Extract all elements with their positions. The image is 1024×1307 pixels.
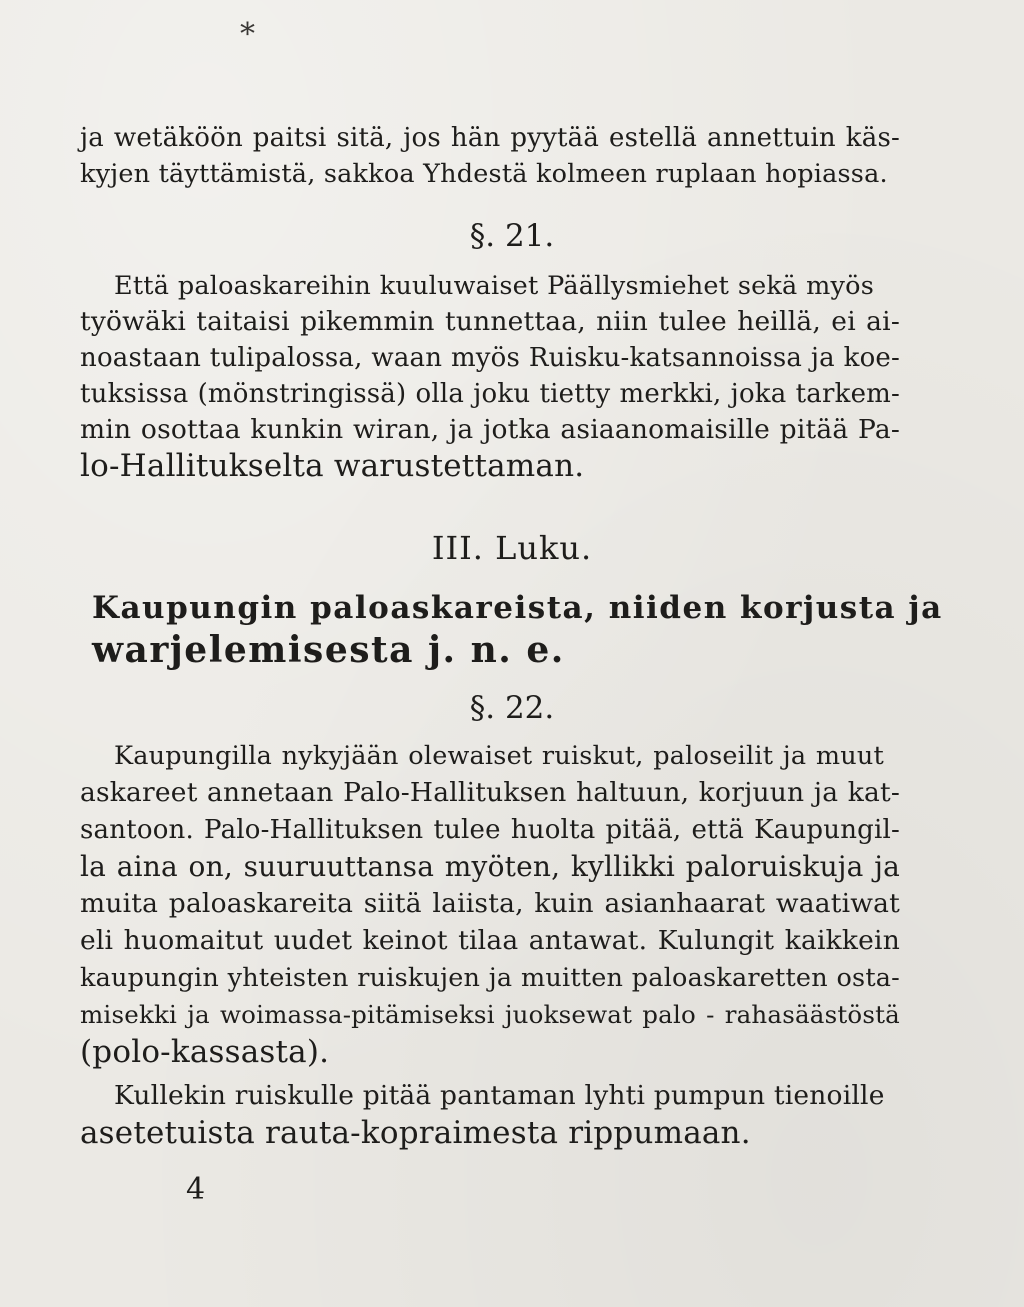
text-line: askareet annetaan Palo-Hallituksen haltuun, korjuun ja kat- [80, 777, 900, 808]
text-line: la aina on, suuruuttansa myöten, kyllikki paloruiskuja ja [80, 850, 900, 883]
chapter-title-line: warjelemisesta j. n. e. [92, 629, 565, 671]
text-line: asetetuista rauta-kopraimesta rippumaan. [80, 1115, 751, 1151]
chapter-title-line: Kaupungin paloaskareista, niiden korjusta ja [92, 590, 943, 626]
text-line: santoon. Palo-Hallituksen tulee huolta pitää, että Kaupungil- [80, 815, 900, 845]
text-line: Kullekin ruiskulle pitää pantaman lyhti pumpun tienoille [114, 1080, 885, 1111]
text-line: Että paloaskareihin kuuluwaiset Päällysmiehet sekä myös [114, 271, 874, 301]
section-heading-21: §. 21. [469, 218, 555, 254]
text-line: kaupungin yhteisten ruiskujen ja muitten paloaskaretten osta- [80, 963, 900, 993]
text-line: lo-Hallitukselta warustettaman. [80, 448, 585, 484]
text-line: eli huomaitut uudet keinot tilaa antawat. Kulungit kaikkein [80, 925, 900, 956]
section-heading-22: §. 22. [469, 690, 555, 726]
chapter-label: III. Luku. [431, 529, 593, 567]
text-line: tuksissa (mönstringissä) olla joku tietty merkki, joka tarkem- [80, 379, 900, 409]
text-line: muita paloaskareita siitä laiista, kuin asianhaarat waatiwat [80, 888, 900, 919]
text-line: Kaupungilla nykyjään olewaiset ruiskut, paloseilit ja muut [114, 741, 884, 771]
page-number: 4 [186, 1172, 206, 1207]
text-line: min osottaa kunkin wiran, ja jotka asiaanomaisille pitää Pa- [80, 414, 900, 445]
text-line: kyjen täyttämistä, sakkoa Yhdestä kolmeen ruplaan hopiassa. [80, 159, 888, 189]
text-line: misekki ja woimassa-pitämiseksi juoksewat palo - rahasäästöstä [80, 1000, 900, 1029]
text-line: noastaan tulipalossa, waan myös Ruisku-katsannoissa ja koe- [80, 343, 900, 373]
text-line: (polo-kassasta). [80, 1034, 330, 1070]
text-line: ja wetäköön paitsi sitä, jos hän pyytää estellä annettuin käs- [80, 123, 900, 153]
top-mark: * [240, 17, 255, 52]
text-line: työwäki taitaisi pikemmin tunnettaa, niin tulee heillä, ei ai- [80, 306, 900, 337]
